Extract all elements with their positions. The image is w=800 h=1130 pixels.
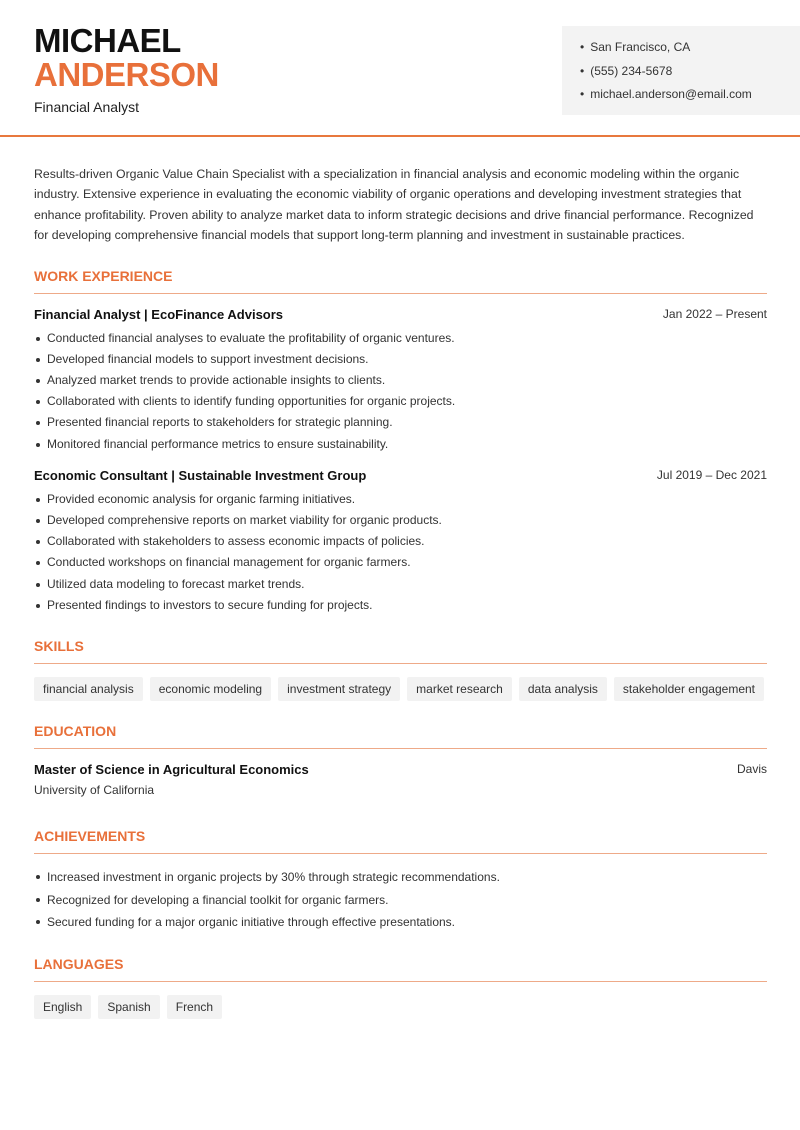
list-item: Presented findings to investors to secure funding for projects. (34, 595, 767, 616)
list-item: Provided economic analysis for organic farming initiatives. (34, 489, 767, 510)
list-item: Developed financial models to support investment decisions. (34, 349, 767, 370)
resume-header (0, 0, 800, 137)
skill-tag: stakeholder engagement (614, 677, 764, 701)
skill-tag: economic modeling (150, 677, 271, 701)
resume-body (0, 164, 800, 1019)
list-item: Presented financial reports to stakeholders for strategic planning. (34, 412, 767, 433)
section-title-achievements: ACHIEVEMENTS (34, 828, 767, 854)
school: University of California (34, 783, 155, 798)
achievement-item: Increased investment in organic projects by 30% through strategic recommendations. (34, 866, 767, 889)
achievement-item: Recognized for developing a financial toolkit for organic farmers. (34, 889, 767, 912)
contact-phone: • (555) 234-5678 (580, 60, 800, 84)
list-item: Utilized data modeling to forecast market trends. (34, 574, 767, 595)
job-title: Financial Analyst (34, 99, 140, 115)
skill-tag: market research (407, 677, 512, 701)
job-bullets (34, 489, 767, 616)
section-title-work: WORK EXPERIENCE (34, 268, 767, 294)
skills-list (34, 677, 767, 701)
list-item: Analyzed market trends to provide actionable insights to clients. (34, 370, 767, 391)
job-header (34, 468, 767, 483)
list-item: Collaborated with stakeholders to assess economic impacts of policies. (34, 531, 767, 552)
education-location: Davis (736, 762, 767, 777)
section-title-education: EDUCATION (34, 723, 767, 749)
job-dates: Jan 2022 – Present (662, 306, 767, 321)
skill-tag: data analysis (519, 677, 607, 701)
contact-box (562, 26, 800, 115)
contact-email: • michael.anderson@email.com (580, 83, 800, 107)
skill-tag: investment strategy (278, 677, 400, 701)
list-item: Conducted workshops on financial management for organic farmers. (34, 552, 767, 573)
section-title-languages: LANGUAGES (34, 956, 767, 982)
work-experience-list (34, 307, 767, 616)
achievements-list (34, 866, 767, 934)
achievement-item: Secured funding for a major organic initiative through effective presentations. (34, 911, 767, 934)
job-role: Economic Consultant | Sustainable Investment Group (34, 467, 367, 483)
language-tag: French (167, 995, 222, 1019)
candidate-name (34, 24, 219, 92)
job-bullets (34, 328, 767, 455)
last-name: ANDERSON (34, 56, 219, 93)
education-entry (34, 762, 767, 777)
list-item: Developed comprehensive reports on market viability for organic products. (34, 510, 767, 531)
contact-location: • San Francisco, CA (580, 36, 800, 60)
list-item: Monitored financial performance metrics to ensure sustainability. (34, 434, 767, 455)
skill-tag: financial analysis (34, 677, 143, 701)
degree: Master of Science in Agricultural Economics (34, 762, 309, 778)
job-role: Financial Analyst | EcoFinance Advisors (34, 306, 284, 322)
job-dates: Jul 2019 – Dec 2021 (656, 467, 767, 482)
language-tag: Spanish (98, 995, 159, 1019)
languages-list (34, 995, 767, 1019)
list-item: Collaborated with clients to identify funding opportunities for organic projects. (34, 391, 767, 412)
language-tag: English (34, 995, 91, 1019)
list-item: Conducted financial analyses to evaluate the profitability of organic ventures. (34, 328, 767, 349)
summary: Results-driven Organic Value Chain Specialist with a specialization in financial analysis and economic modeling within the organic industry. Extensive experience in evaluating the economic viability of organic operations and developing investment strategies that enhance profitability. Proven ability to analyze market data to inform strategic decisions and drive financial performance. Recognized for developing comprehensive financial models that support long-term planning and investment in sustainable practices. (34, 167, 754, 243)
job-header (34, 307, 767, 322)
section-title-skills: SKILLS (34, 638, 767, 664)
first-name: MICHAEL (34, 22, 181, 59)
